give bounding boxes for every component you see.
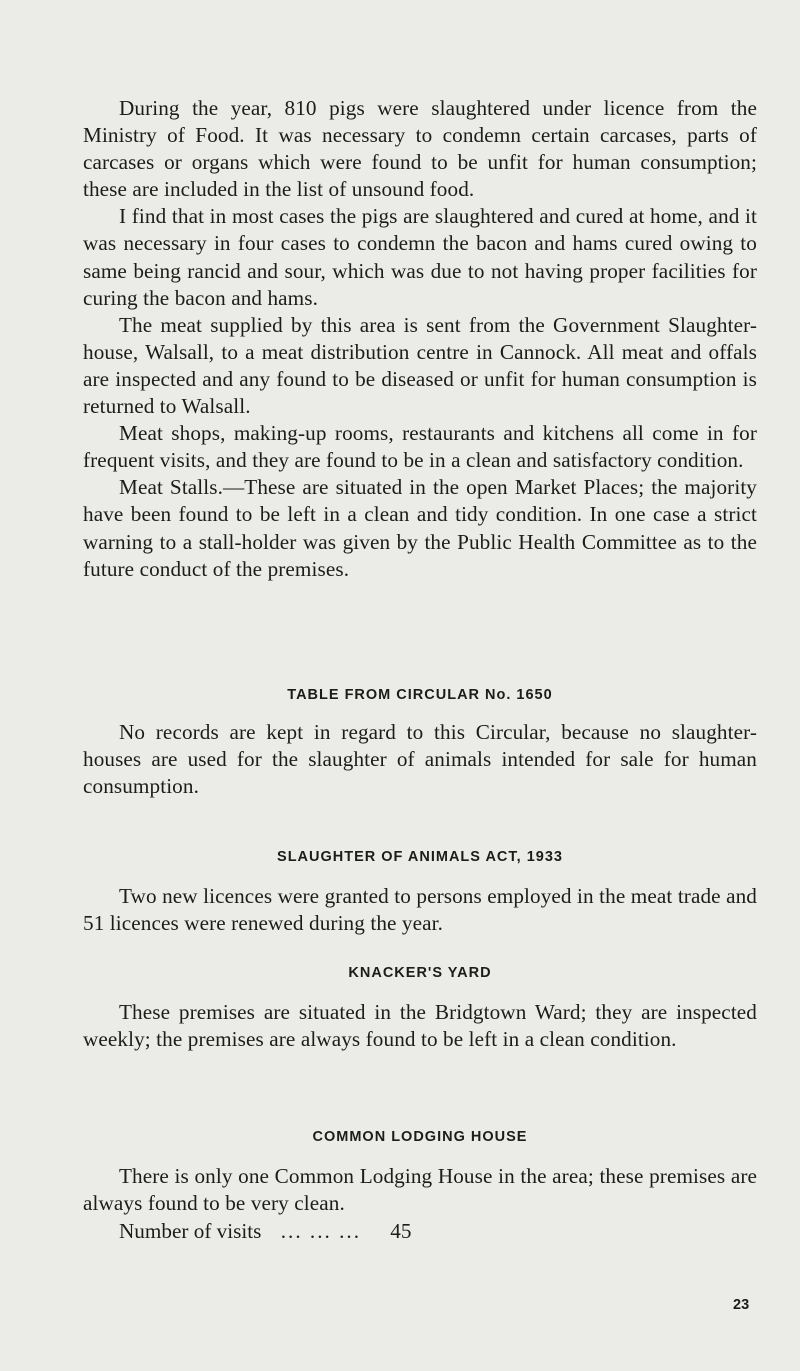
paragraph-meat-stalls: Meat Stalls.—These are situated in the open Market Places; the majority have been found to be left in a clean and tidy condition. In one case a strict warning to a stall-holder was given by the Public Health Committee as to the future conduct of the premises.: [83, 475, 757, 581]
heading-circular-1650: TABLE FROM CIRCULAR No. 1650: [287, 687, 553, 703]
visits-row: [119, 1218, 759, 1245]
paragraph-slaughter-act: Two new licences were granted to persons employed in the meat trade and 51 licences were renewed during the year.: [83, 884, 757, 936]
intro-text: [83, 95, 757, 583]
heading-knackers-yard: KNACKER'S YARD: [348, 965, 492, 981]
paragraph-meat-supply: The meat supplied by this area is sent from the Government Slaughter-house, Walsall, to a meat distribution centre in Cannock. All meat and offals are inspected and any found to be diseased or unfit for human consumption is returned to Walsall.: [83, 312, 757, 419]
section-common-lodging-house: [83, 1163, 757, 1217]
paragraph-circular-1650: No records are kept in regard to this Circular, because no slaughter-houses are used for the slaughter of animals intended for sale for human consumption.: [83, 720, 757, 799]
heading-slaughter-act: SLAUGHTER OF ANIMALS ACT, 1933: [277, 849, 563, 865]
visits-count: 45: [390, 1219, 412, 1243]
section-knackers-yard: [83, 999, 757, 1053]
paragraph-home-curing: I find that in most cases the pigs are slaughtered and cured at home, and it was necessary in four cases to condemn the bacon and hams cured owing to same being rancid and sour, which was due to not having proper facilities for curing the bacon and hams.: [83, 204, 757, 310]
section-circular-1650: [83, 719, 757, 800]
visits-label: Number of visits: [119, 1219, 262, 1243]
page-number: 23: [733, 1297, 750, 1313]
section-slaughter-act: [83, 883, 757, 937]
paragraph-pigs-slaughtered: During the year, 810 pigs were slaughtered under licence from the Ministry of Food. It was necessary to condemn certain carcases, parts of carcases or organs which were found to be unfit for human consumption; these are included in the list of unsound food.: [83, 96, 757, 202]
dot-leader: ... ... ...: [280, 1219, 361, 1243]
paragraph-common-lodging-house: There is only one Common Lodging House in the area; these premises are always found to be very clean.: [83, 1164, 757, 1216]
paragraph-knackers-yard: These premises are situated in the Bridgtown Ward; they are inspected weekly; the premises are always found to be left in a clean condition.: [83, 1000, 757, 1052]
heading-common-lodging-house: COMMON LODGING HOUSE: [312, 1129, 528, 1145]
paragraph-meat-shops: Meat shops, making-up rooms, restaurants and kitchens all come in for frequent visits, and they are found to be in a clean and satisfactory condition.: [83, 421, 757, 473]
